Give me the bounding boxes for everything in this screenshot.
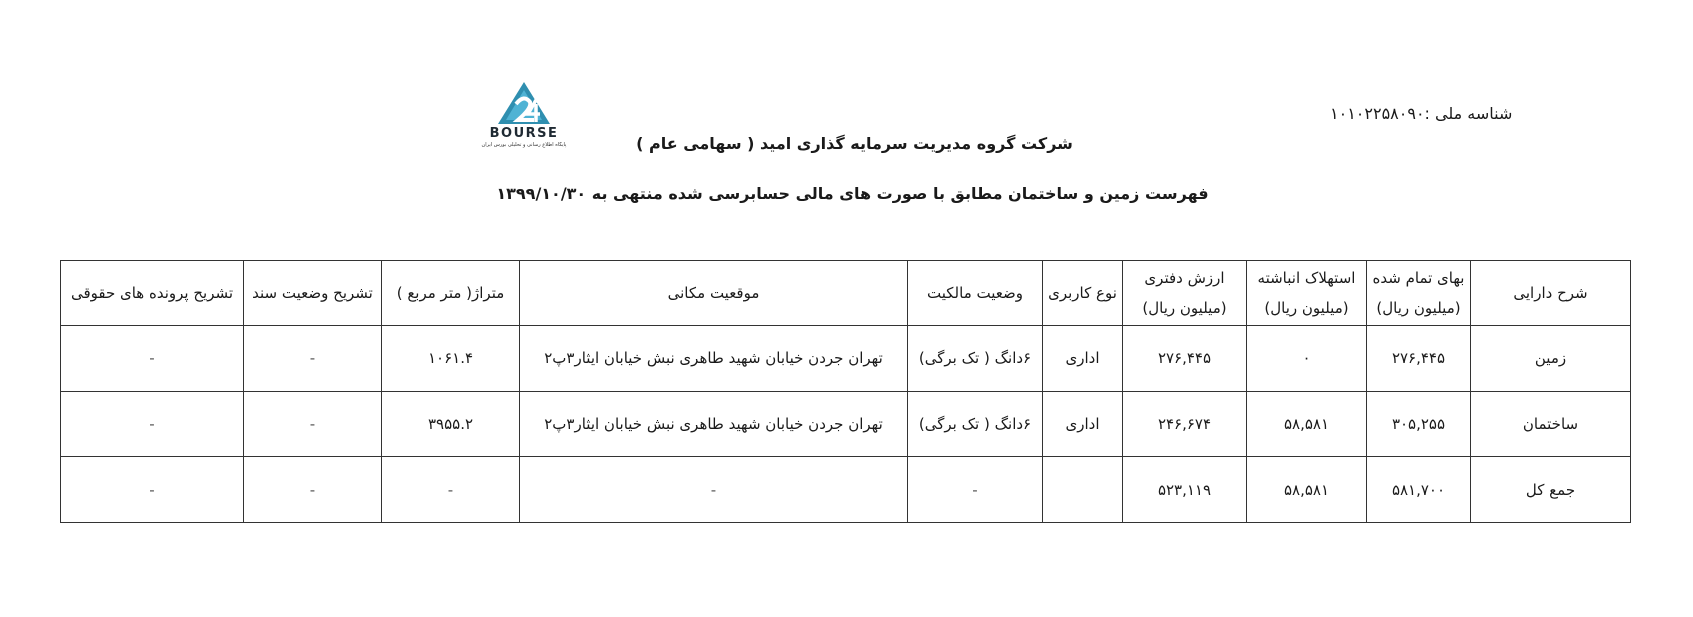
company-name: شرکت گروه مدیریت سرمایه گذاری امید ( سهامی عام ) (636, 134, 1073, 153)
table-cell (1043, 457, 1123, 523)
table-cell: ۵۸۱,۷۰۰ (1367, 457, 1471, 523)
column-header-legal-cases: تشریح پرونده های حقوقی (61, 261, 244, 326)
table-cell: زمین (1471, 326, 1631, 392)
table-cell: ۰ (1247, 326, 1367, 392)
logo-tagline: پایگاه اطلاع رسانی و تحلیلی بورس ایران (481, 142, 567, 148)
table-cell: ۲۷۶,۴۴۵ (1123, 326, 1247, 392)
table-cell: ۶دانگ ( تک برگی) (908, 326, 1043, 392)
table-cell: - (908, 457, 1043, 523)
column-header-usage-type: نوع کاربری (1043, 261, 1123, 326)
logo-wordmark: BOURSE (489, 126, 559, 141)
table-cell: - (61, 457, 244, 523)
table-cell: ۵۲۳,۱۱۹ (1123, 457, 1247, 523)
table-cell: تهران جردن خیابان شهید طاهری نبش خیابان ایثار۳پ۲ (520, 391, 908, 457)
national-id-value: ۱۰۱۰۲۲۵۸۰۹۰ (1330, 104, 1425, 123)
column-header-cost: بهای تمام شده (میلیون ریال) (1367, 261, 1471, 326)
table-cell: اداری (1043, 326, 1123, 392)
table-row-total (61, 457, 1631, 523)
national-id (1330, 104, 1512, 123)
table-cell: - (244, 326, 382, 392)
report-title: فهرست زمین و ساختمان مطابق با صورت های مالی حسابرسی شده منتهی به ۱۳۹۹/۱۰/۳۰ (496, 184, 1209, 203)
national-id-label: شناسه ملی : (1424, 104, 1513, 123)
table-cell: - (244, 391, 382, 457)
table-cell: ۵۸,۵۸۱ (1247, 391, 1367, 457)
table-cell: ساختمان (1471, 391, 1631, 457)
table-cell: ۳۹۵۵.۲ (382, 391, 520, 457)
table-cell: ۶دانگ ( تک برگی) (908, 391, 1043, 457)
column-header-deed-status: تشریح وضعیت سند (244, 261, 382, 326)
table-cell: تهران جردن خیابان شهید طاهری نبش خیابان ایثار۳پ۲ (520, 326, 908, 392)
table-header-row (61, 261, 1631, 326)
land-building-table (60, 260, 1631, 523)
column-header-asset-description: شرح دارایی (1471, 261, 1631, 326)
table-row-building (61, 391, 1631, 457)
column-header-accumulated-depreciation: استهلاک انباشته (میلیون ریال) (1247, 261, 1367, 326)
table-cell: ۵۸,۵۸۱ (1247, 457, 1367, 523)
table-cell: جمع کل (1471, 457, 1631, 523)
column-header-area: متراژ( متر مربع ) (382, 261, 520, 326)
table-cell: - (61, 391, 244, 457)
table-cell: ۳۰۵,۲۵۵ (1367, 391, 1471, 457)
table-cell: ۲۴۶,۶۷۴ (1123, 391, 1247, 457)
table-cell: - (61, 326, 244, 392)
column-header-location: موقعیت مکانی (520, 261, 908, 326)
table-cell: ۲۷۶,۴۴۵ (1367, 326, 1471, 392)
table-cell: اداری (1043, 391, 1123, 457)
table-cell: - (520, 457, 908, 523)
table-cell: ۱۰۶۱.۴ (382, 326, 520, 392)
table-cell: - (244, 457, 382, 523)
bourse-logo-mark-icon (478, 80, 570, 128)
column-header-book-value: ارزش دفتری (میلیون ریال) (1123, 261, 1247, 326)
table-cell: - (382, 457, 520, 523)
table-row-land (61, 326, 1631, 392)
column-header-ownership-status: وضعیت مالکیت (908, 261, 1043, 326)
